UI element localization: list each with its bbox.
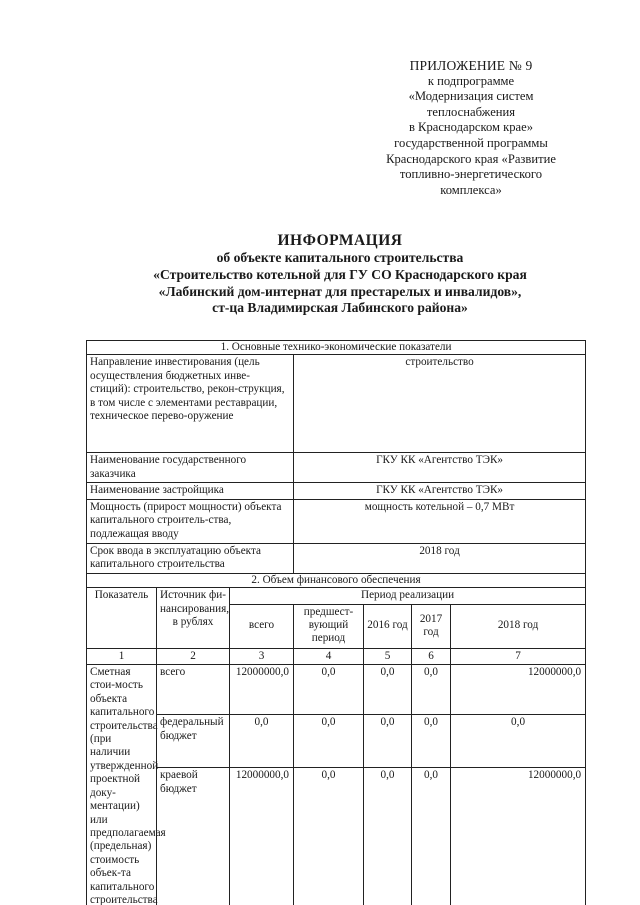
column-number: 7 xyxy=(451,648,586,664)
appendix-line: в Краснодарском крае» xyxy=(408,120,534,135)
header-2018: 2018 год xyxy=(451,604,586,648)
column-number: 1 xyxy=(87,648,157,664)
y2018-cell: 0,0 xyxy=(451,715,586,768)
header-period: Период реализации xyxy=(230,588,586,604)
source-cell: всего xyxy=(157,665,230,715)
y2017-cell: 0,0 xyxy=(412,715,451,768)
heading-line: «Лабинский дом-интернат для престарелых и инвалидов», xyxy=(158,283,522,299)
y2018-cell: 12000000,0 xyxy=(451,768,586,905)
table-row xyxy=(87,499,586,543)
document-title: ИНФОРМАЦИЯ xyxy=(277,232,403,249)
appendix-block xyxy=(340,58,602,198)
source-cell: краевой бюджет xyxy=(157,768,230,905)
previous-cell: 0,0 xyxy=(294,768,364,905)
total-cell: 12000000,0 xyxy=(230,768,294,905)
y2016-cell: 0,0 xyxy=(364,715,412,768)
header-source: Источник фи-нансирования, в рублях xyxy=(157,588,230,648)
appendix-line: комплекса» xyxy=(440,182,502,197)
heading-line: об объекте капитального строительства xyxy=(216,250,464,265)
appendix-line: Краснодарского края «Развитие xyxy=(386,151,556,166)
source-cell: федеральный бюджет xyxy=(157,715,230,768)
row-label: Срок ввода в эксплуатацию объекта капитального строительства xyxy=(87,543,294,573)
row-label: Наименование государственного заказчика xyxy=(87,453,294,483)
total-cell: 0,0 xyxy=(230,715,294,768)
section-header xyxy=(87,341,586,355)
heading-line: ст-ца Владимирская Лабинского района» xyxy=(212,300,468,316)
y2017-cell: 0,0 xyxy=(412,665,451,715)
appendix-title: ПРИЛОЖЕНИЕ № 9 xyxy=(409,58,533,73)
row-label: Наименование застройщика xyxy=(87,483,294,499)
row-value: 2018 год xyxy=(294,543,586,573)
previous-cell: 0,0 xyxy=(294,715,364,768)
appendix-line: к подпрограмме xyxy=(427,73,515,88)
row-label: Направление инвестирования (цель осуществления бюджетных инве-стиций): строительство, рекон-струкция, в том числе с элементами реставрации, техническое перево-оружение xyxy=(87,355,294,453)
table-row xyxy=(87,355,586,453)
total-cell: 12000000,0 xyxy=(230,665,294,715)
column-number: 4 xyxy=(294,648,364,664)
row-value: ГКУ КК «Агентство ТЭК» xyxy=(294,453,586,483)
table-row xyxy=(87,715,586,768)
section2-title: 2. Объем финансового обеспечения xyxy=(87,573,586,587)
y2018-cell: 12000000,0 xyxy=(451,665,586,715)
header-indicator: Показатель xyxy=(87,588,157,648)
header-2017: 2017 год xyxy=(412,604,451,648)
appendix-line: государственной программы xyxy=(394,135,548,150)
appendix-line: теплоснабжения xyxy=(426,104,516,119)
row-value: ГКУ КК «Агентство ТЭК» xyxy=(294,483,586,499)
info-table xyxy=(86,340,586,905)
row-label: Мощность (прирост мощности) объекта капитального строитель-ства, подлежащая вводу xyxy=(87,499,294,543)
y2017-cell: 0,0 xyxy=(412,768,451,905)
column-number: 5 xyxy=(364,648,412,664)
indicator-cell: Сметная стои-мость объекта капитального строительства (при наличии утвержденной проектной доку-ментации) или предполагаемая (предельная) стоимость объек-та капитального строительства xyxy=(87,665,157,905)
section1-title: 1. Основные технико-экономические показатели xyxy=(87,341,586,355)
table-row xyxy=(87,543,586,573)
y2016-cell: 0,0 xyxy=(364,768,412,905)
y2016-cell: 0,0 xyxy=(364,665,412,715)
header-total: всего xyxy=(230,604,294,648)
section-header xyxy=(87,573,586,587)
appendix-line: «Модернизация систем xyxy=(408,89,534,104)
table-row xyxy=(87,483,586,499)
table-row xyxy=(87,665,586,715)
column-number: 6 xyxy=(412,648,451,664)
appendix-line: топливно-энергетического xyxy=(399,167,543,182)
heading-line: «Строительство котельной для ГУ СО Краснодарского края xyxy=(153,266,527,282)
row-value: мощность котельной – 0,7 МВт xyxy=(294,499,586,543)
table-row xyxy=(87,453,586,483)
header-previous: предшест-вующий период xyxy=(294,604,364,648)
previous-cell: 0,0 xyxy=(294,665,364,715)
row-value: строительство xyxy=(294,355,586,453)
header-2016: 2016 год xyxy=(364,604,412,648)
column-number-row xyxy=(87,648,586,664)
column-number: 3 xyxy=(230,648,294,664)
column-number: 2 xyxy=(157,648,230,664)
document-heading xyxy=(60,232,620,317)
table-header-row xyxy=(87,588,586,604)
